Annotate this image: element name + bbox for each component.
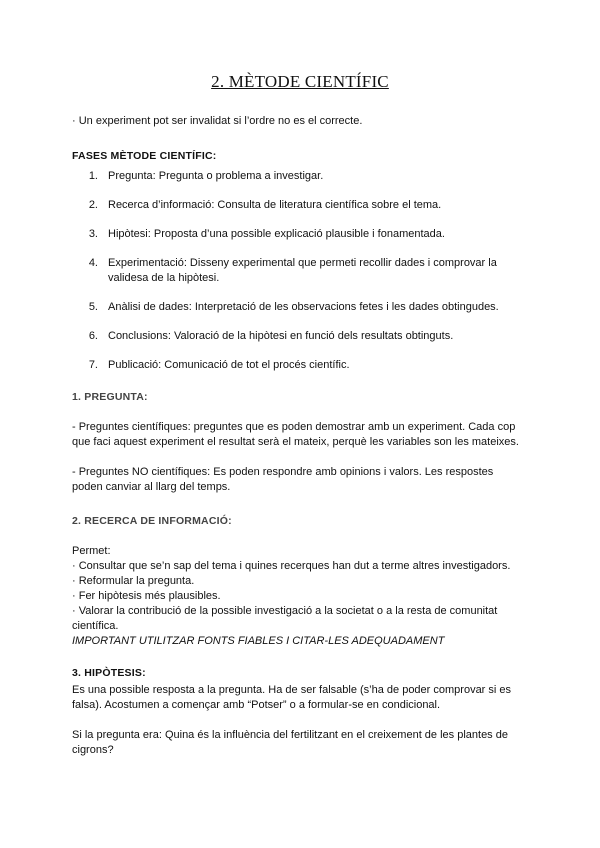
bullet-line: · Valorar la contribució de la possible investigació a la societat o a la resta de comunitat: [72, 605, 498, 617]
list-item: Experimentació: Disseny experimental que permeti recollir dades i comprovar la: [108, 257, 497, 269]
list-item: Conclusions: Valoració de la hipòtesi en funció dels resultats obtinguts.: [108, 330, 454, 342]
list-item-number: 1.: [88, 170, 98, 182]
paragraph-line: Permet:: [72, 545, 111, 557]
important-note: IMPORTANT UTILITZAR FONTS FIABLES I CITAR-LES ADEQUADAMENT: [72, 635, 445, 647]
list-item: Hipòtesi: Proposta d’una possible explicació plausible i fonamentada.: [108, 228, 445, 240]
list-item: Anàlisi de dades: Interpretació de les observacions fetes i les dades obtingudes.: [108, 301, 499, 313]
paragraph-line: cigrons?: [72, 744, 114, 756]
page-title: 2. MÈTODE CIENTÍFIC: [211, 72, 389, 91]
list-item-number: 4.: [88, 257, 98, 269]
bullet-line: · Reformular la pregunta.: [72, 575, 195, 587]
paragraph-line: falsa). Acostumen a començar amb “Potser” o a formular-se en condicional.: [72, 699, 441, 711]
paragraph-line: Es una possible resposta a la pregunta. Ha de ser falsable (s’ha de poder comprovar si es: [72, 684, 512, 696]
list-item: Recerca d’informació: Consulta de literatura científica sobre el tema.: [108, 199, 442, 211]
bullet-line: · Consultar que se’n sap del tema i quines recerques han dut a terme altres investigadors.: [72, 560, 511, 572]
list-item-number: 5.: [88, 301, 98, 313]
bullet-line: científica.: [72, 620, 119, 632]
paragraph-line: que faci aquest experiment el resultat serà el mateix, perquè les variables son les mateixes.: [72, 436, 519, 448]
section-heading-hipotesis: 3. HIPÒTESIS:: [72, 667, 146, 679]
paragraph-line: Si la pregunta era: Quina és la influència del fertilitzant en el creixement de les plantes de: [72, 729, 508, 741]
list-item-number: 6.: [88, 330, 98, 342]
phases-heading: FASES MÈTODE CIENTÍFIC:: [72, 150, 217, 162]
list-item-number: 3.: [88, 228, 98, 240]
intro-text: · Un experiment pot ser invalidat si l’ordre no es el correcte.: [72, 115, 363, 127]
list-item-number: 7.: [88, 359, 98, 371]
paragraph-line: - Preguntes NO científiques: Es poden respondre amb opinions i valors. Les respostes: [72, 466, 494, 478]
list-item-continuation: validesa de la hipòtesi.: [108, 272, 220, 284]
section-heading-recerca: 2. RECERCA DE INFORMACIÓ:: [72, 515, 232, 527]
bullet-line: · Fer hipòtesis més plausibles.: [72, 590, 221, 602]
list-item: Pregunta: Pregunta o problema a investigar.: [108, 170, 324, 182]
list-item-number: 2.: [88, 199, 98, 211]
paragraph-line: poden canviar al llarg del temps.: [72, 481, 231, 493]
paragraph-line: - Preguntes científiques: preguntes que es poden demostrar amb un experiment. Cada cop: [72, 421, 516, 433]
section-heading-pregunta: 1. PREGUNTA:: [72, 391, 148, 403]
list-item: Publicació: Comunicació de tot el procés científic.: [108, 359, 350, 371]
